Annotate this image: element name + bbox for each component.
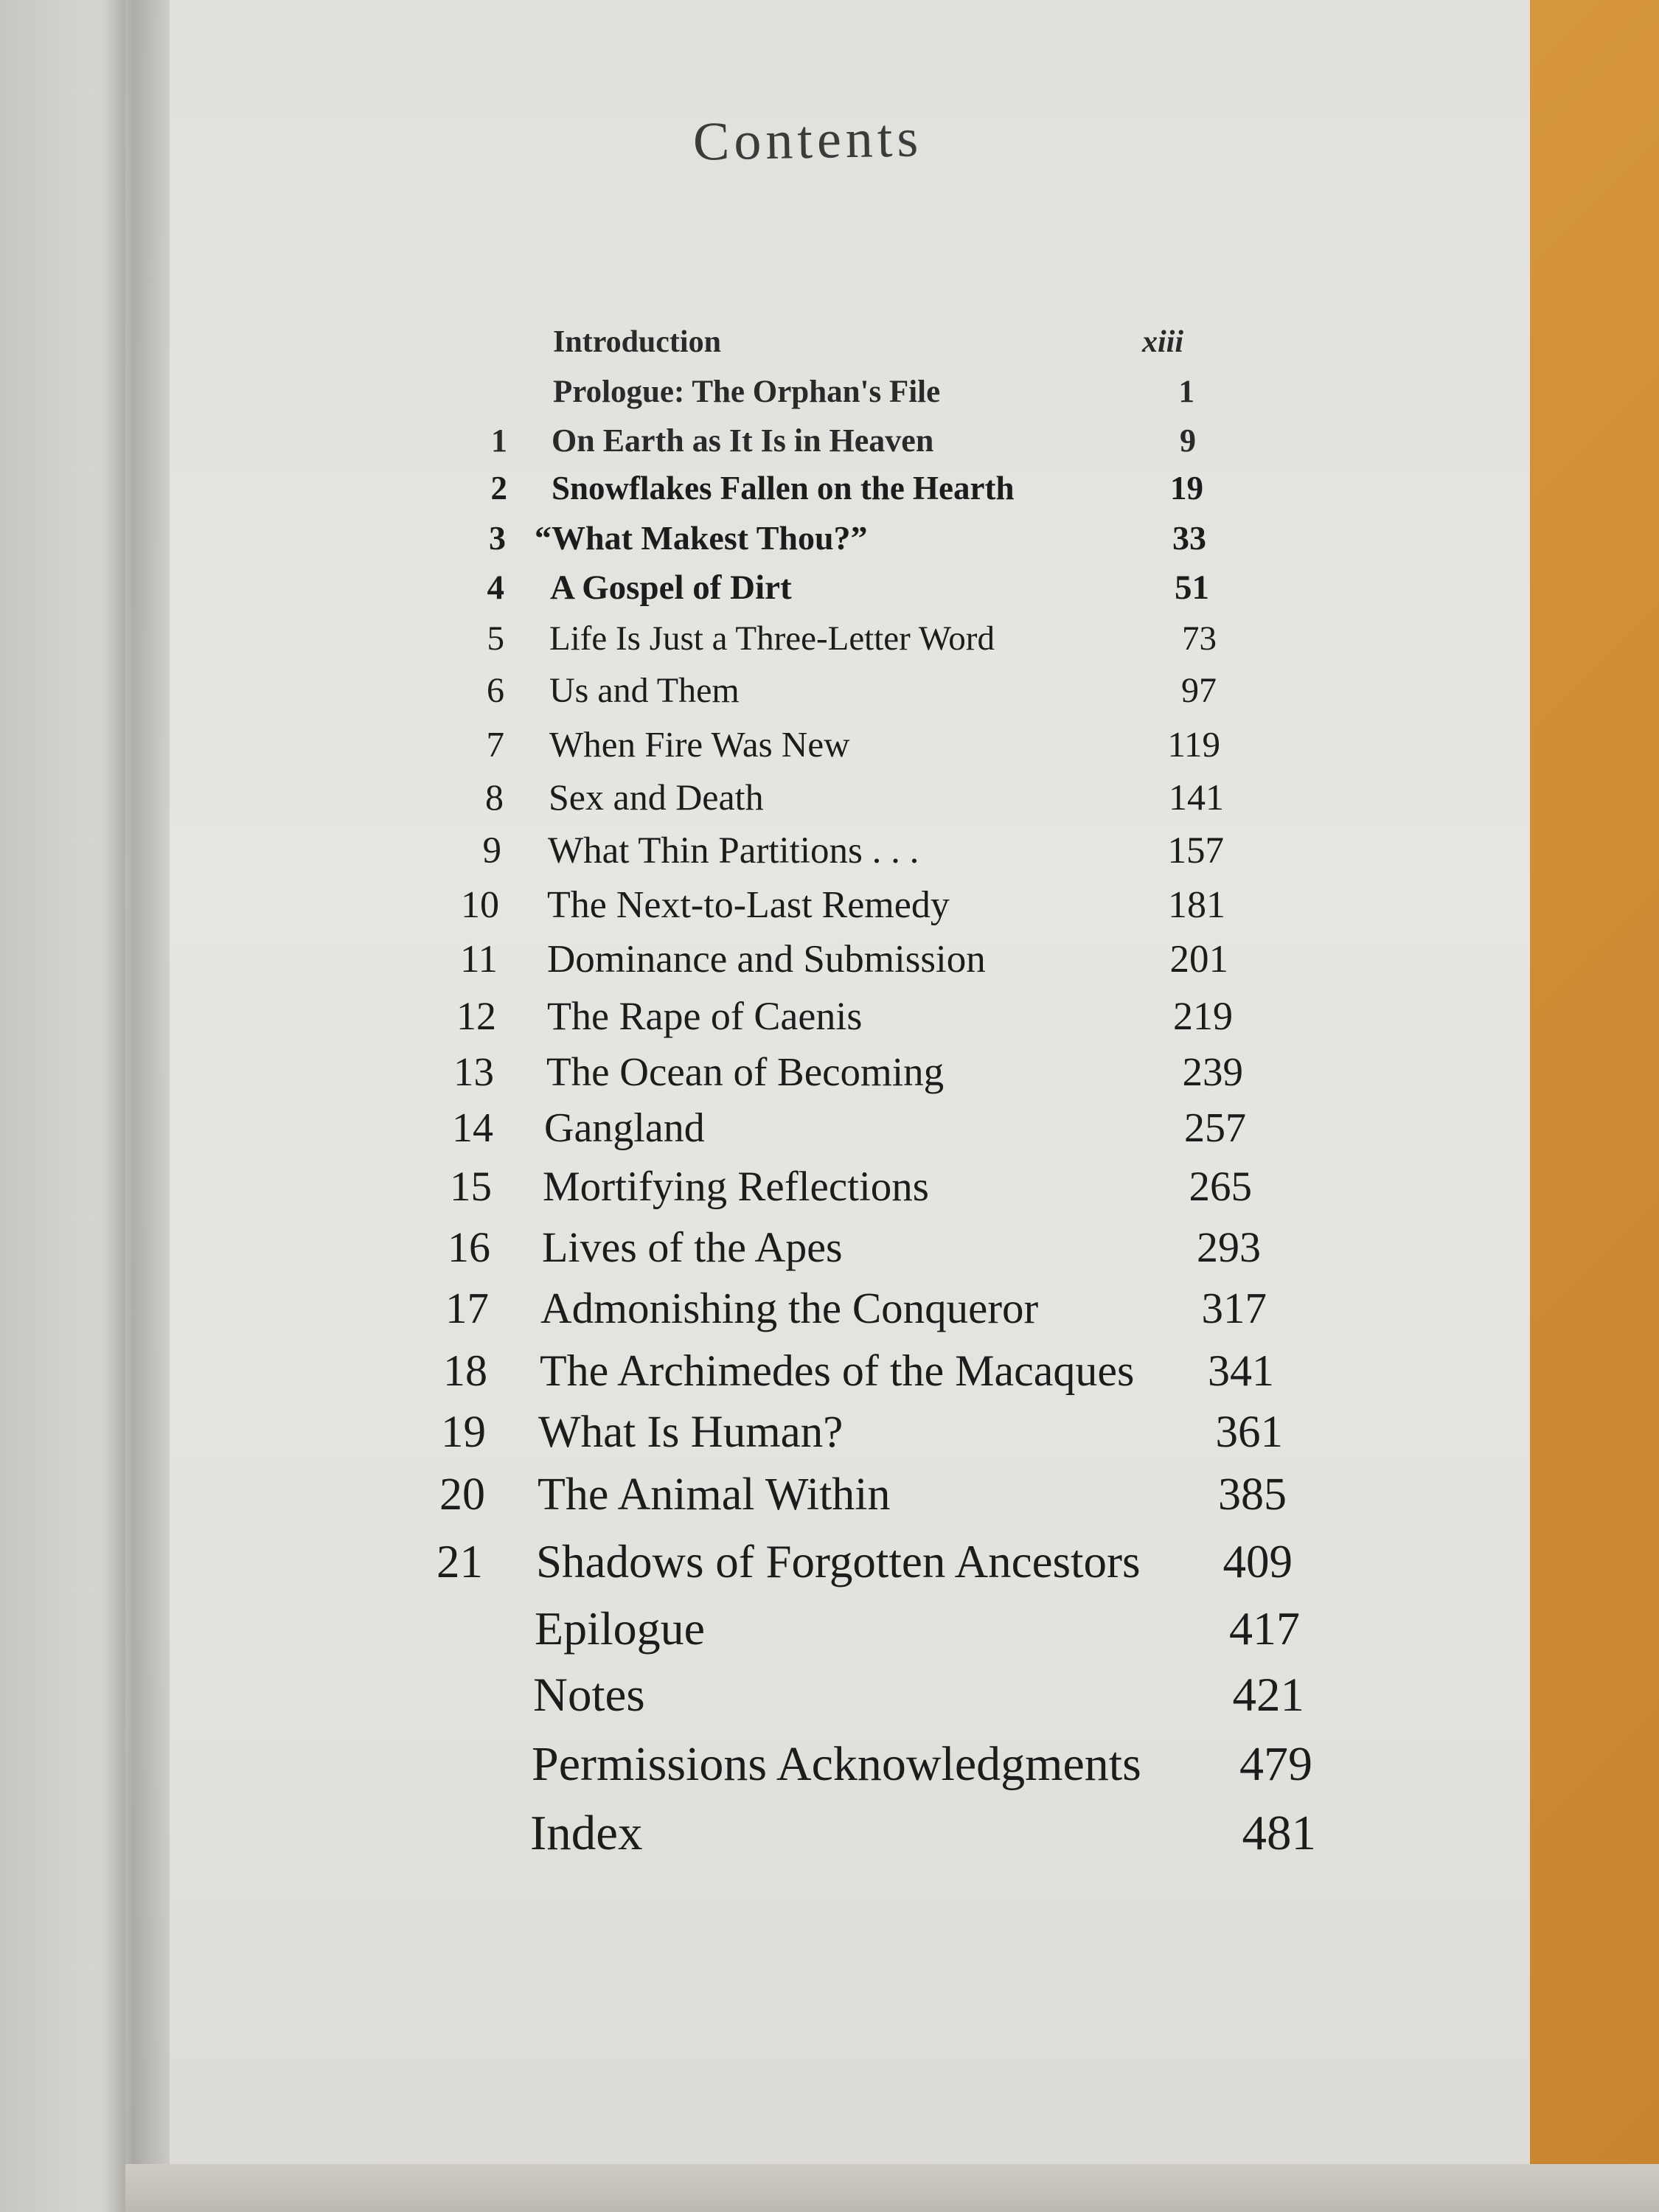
toc-entry [0,1048,1659,1107]
toc-entry-page-number: 33 [1172,519,1206,557]
toc-entry-title: Epilogue [535,1602,706,1655]
toc-entry-number: 8 [485,776,504,818]
toc-entry [0,619,1659,678]
toc-entry-page-number: 19 [1170,470,1203,507]
toc-entry-number: 11 [459,938,498,981]
toc-entry [0,1105,1659,1164]
toc-entry-title: The Animal Within [538,1470,891,1520]
toc-entry [0,1601,1659,1660]
toc-entry-title: Us and Them [549,671,740,710]
toc-entry-number: 3 [489,519,506,557]
toc-entry-page-number: 341 [1208,1346,1274,1395]
toc-entry-page-number: 479 [1239,1737,1312,1791]
toc-entry [0,1469,1659,1528]
toc-entry-title: Permissions Acknowledgments [532,1737,1141,1791]
toc-entry-number: 4 [487,568,504,607]
toc-entry-page-number: 239 [1182,1049,1243,1094]
toc-entry [0,937,1659,996]
toc-entry-page-number: 361 [1215,1408,1283,1457]
toc-entry-number: 9 [482,830,501,872]
toc-entry [0,1535,1659,1594]
toc-entry [0,1736,1659,1795]
toc-entry-page-number: 141 [1169,776,1224,818]
toc-entry-page-number: 385 [1218,1470,1287,1520]
toc-entry-page-number: 1 [1178,375,1194,409]
page-title: Contents [692,108,923,173]
toc-entry [0,568,1659,627]
toc-entry-title: The Archimedes of the Macaques [540,1346,1135,1395]
toc-entry-page-number: 181 [1168,884,1225,926]
toc-entry-number: 13 [453,1049,494,1094]
toc-entry-number: 15 [450,1164,492,1210]
toc-entry-number: 2 [490,470,507,507]
toc-entry-number: 1 [491,422,507,459]
toc-entry-title: Introduction [553,325,721,359]
toc-entry-title: Prologue: The Orphan's File [553,375,941,409]
toc-entry [0,1222,1659,1281]
toc-entry-number: 19 [441,1408,486,1457]
toc-entry-title: Life Is Just a Three-Letter Word [549,619,995,658]
toc-entry-page-number: 257 [1184,1105,1246,1151]
toc-entry-number: 17 [445,1284,489,1332]
toc-entry-page-number: 219 [1173,994,1233,1038]
toc-entry-page-number: 481 [1242,1806,1316,1860]
toc-entry-title: Mortifying Reflections [543,1164,929,1210]
toc-entry-page-number: 417 [1229,1602,1300,1655]
toc-entry-title: The Ocean of Becoming [546,1049,945,1094]
toc-entry [0,1668,1659,1727]
toc-entry-title: Dominance and Submission [547,938,986,981]
toc-entry-page-number: 201 [1169,938,1228,981]
toc-entry-number: 12 [456,994,496,1038]
toc-entry [0,670,1659,729]
toc-entry-number: 14 [452,1105,493,1151]
toc-entry-number: 10 [461,884,499,926]
toc-entry-page-number: 97 [1181,671,1217,710]
toc-entry-number: 16 [448,1223,490,1271]
toc-entry [0,1163,1659,1222]
toc-entry-page-number: 293 [1197,1223,1261,1271]
toc-entry-title: Lives of the Apes [542,1223,843,1271]
toc-entry-title: What Thin Partitions . . . [548,830,919,872]
toc-entry-title: Snowflakes Fallen on the Hearth [552,470,1015,507]
toc-entry-page-number: 421 [1232,1669,1304,1722]
toc-entry [0,1407,1659,1466]
toc-entry-page-number: xiii [1141,325,1183,359]
toc-entry-page-number: 409 [1222,1536,1293,1587]
toc-entry-title: Sex and Death [549,776,764,818]
toc-entry [0,1283,1659,1342]
toc-entry-page-number: 317 [1201,1284,1267,1332]
toc-entry-title: The Next-to-Last Remedy [547,884,950,926]
toc-entry-title: Notes [533,1669,645,1722]
toc-entry-title: What Is Human? [538,1408,844,1457]
toc-entry-title: When Fire Was New [549,724,850,765]
toc-entry-title: Shadows of Forgotten Ancestors [536,1536,1141,1587]
toc-entry-title: A Gospel of Dirt [550,568,792,607]
toc-entry [0,993,1659,1052]
toc-entry-title: The Rape of Caenis [547,994,863,1038]
toc-entry-page-number: 73 [1182,619,1217,658]
toc-entry-title: Admonishing the Conqueror [540,1284,1039,1332]
toc-entry-page-number: 265 [1189,1164,1252,1210]
toc-entry [0,776,1659,835]
toc-entry-number: 5 [487,619,504,658]
toc-entry-page-number: 157 [1167,830,1224,872]
toc-entry-title: Index [530,1806,643,1860]
toc-entry-number: 20 [439,1470,485,1520]
toc-entry [0,723,1659,782]
toc-entry-page-number: 51 [1175,568,1209,607]
toc-entry-number: 7 [486,724,504,765]
toc-entry-title: “What Makest Thou?” [535,519,868,557]
toc-entry-number: 18 [443,1346,487,1395]
toc-entry-number: 6 [487,671,504,710]
toc-entry [0,830,1659,888]
toc-entry [0,1805,1659,1864]
toc-entry [0,883,1659,942]
toc-entry-title: Gangland [544,1105,705,1151]
toc-entry-page-number: 9 [1180,422,1196,459]
toc-entry-page-number: 119 [1167,724,1220,765]
toc-entry-title: On Earth as It Is in Heaven [552,422,934,459]
toc-entry [0,1346,1659,1405]
toc-entry-number: 21 [437,1536,483,1587]
